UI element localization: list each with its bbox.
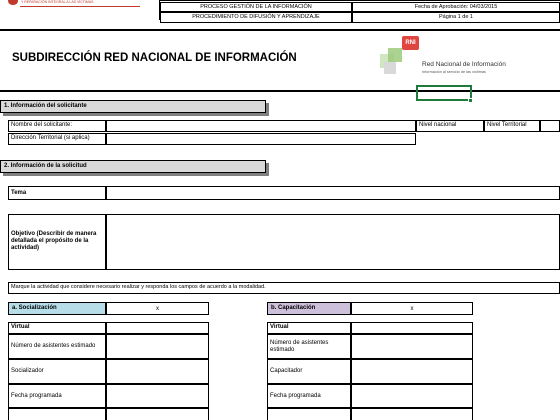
rni-badge-label: RNI — [405, 40, 416, 46]
capacitacion-extra-row[interactable] — [267, 408, 351, 420]
org-seal-icon — [8, 0, 18, 5]
process-title: PROCESO GESTIÓN DE LA INFORMACIÓN — [160, 2, 352, 12]
capacitacion-mark[interactable]: x — [351, 302, 473, 315]
objective-field[interactable] — [106, 214, 560, 270]
rni-logo — [378, 34, 548, 84]
topic-label: Tema — [8, 186, 106, 200]
territorial-level-label: Nivel Territorial — [484, 120, 540, 132]
socializacion-presenter-label: Socializador — [8, 359, 106, 384]
requester-name-label: Nombre del solicitante: — [8, 120, 106, 132]
approval-date: Fecha de Aprobación: 04/03/2015 — [352, 2, 560, 12]
capacitacion-virtual-label: Virtual — [267, 322, 351, 334]
capacitacion-attendees-label: Número de asistentes estimado — [267, 334, 351, 359]
selected-cell[interactable] — [416, 85, 472, 101]
capacitacion-attendees-field[interactable] — [351, 334, 473, 359]
capacitacion-extra-field[interactable] — [351, 408, 473, 420]
logo-tagline: Información al servicio de las víctimas — [422, 70, 486, 74]
territorial-level-box[interactable] — [540, 120, 560, 132]
capacitacion-presenter-field[interactable] — [351, 359, 473, 384]
header-top-line — [160, 0, 560, 2]
socializacion-mark[interactable]: x — [106, 302, 209, 315]
logo-square-green — [388, 48, 402, 62]
org-name-text: Y REPARACIÓN INTEGRAL A LAS VÍCTIMAS — [21, 0, 94, 4]
topic-field[interactable] — [106, 186, 560, 200]
socializacion-date-label: Fecha programada — [8, 384, 106, 408]
territorial-direction-field[interactable] — [106, 133, 416, 145]
section1-heading: 1. Información del solicitante — [0, 100, 266, 113]
capacitacion-heading: b. Capacitación — [267, 302, 351, 315]
page-number: Página 1 de 1 — [352, 12, 560, 23]
socializacion-presenter-field[interactable] — [106, 359, 209, 384]
national-level-label: Nivel nacional — [416, 120, 484, 132]
socializacion-attendees-field[interactable] — [106, 334, 209, 359]
logo-square-gray — [384, 62, 396, 74]
page-title: SUBDIRECCIÓN RED NACIONAL DE INFORMACIÓN — [12, 52, 297, 64]
socializacion-attendees-label: Número de asistentes estimado — [8, 334, 106, 359]
logo-name: Red Nacional de Información — [422, 61, 506, 68]
instruction-text: Marque la actividad que considere necesario realizar y responda los campos de acuerdo a la modalidad. — [8, 282, 560, 294]
capacitacion-date-field[interactable] — [351, 384, 473, 408]
selection-handle[interactable] — [468, 98, 473, 103]
org-logo-strip — [0, 0, 160, 20]
socializacion-extra-row[interactable] — [8, 408, 106, 420]
requester-name-field[interactable] — [106, 120, 416, 132]
territorial-direction-label: Dirección Territorial (si aplica) — [8, 133, 106, 145]
socializacion-heading: a. Socialización — [8, 302, 106, 315]
objective-label: Objetivo (Describir de manera detallada el propósito de la actividad) — [8, 214, 106, 270]
org-underline — [20, 6, 140, 7]
socializacion-date-field[interactable] — [106, 384, 209, 408]
rni-badge — [402, 36, 419, 50]
capacitacion-presenter-label: Capacitador — [267, 359, 351, 384]
capacitacion-virtual-field[interactable] — [351, 322, 473, 334]
procedure-title: PROCEDIMIENTO DE DIFUSIÓN Y APRENDIZAJE — [160, 12, 352, 23]
socializacion-virtual-field[interactable] — [106, 322, 209, 334]
section2-heading: 2. Información de la solicitud — [0, 160, 266, 173]
capacitacion-date-label: Fecha programada — [267, 384, 351, 408]
socializacion-extra-field[interactable] — [106, 408, 209, 420]
socializacion-virtual-label: Virtual — [8, 322, 106, 334]
